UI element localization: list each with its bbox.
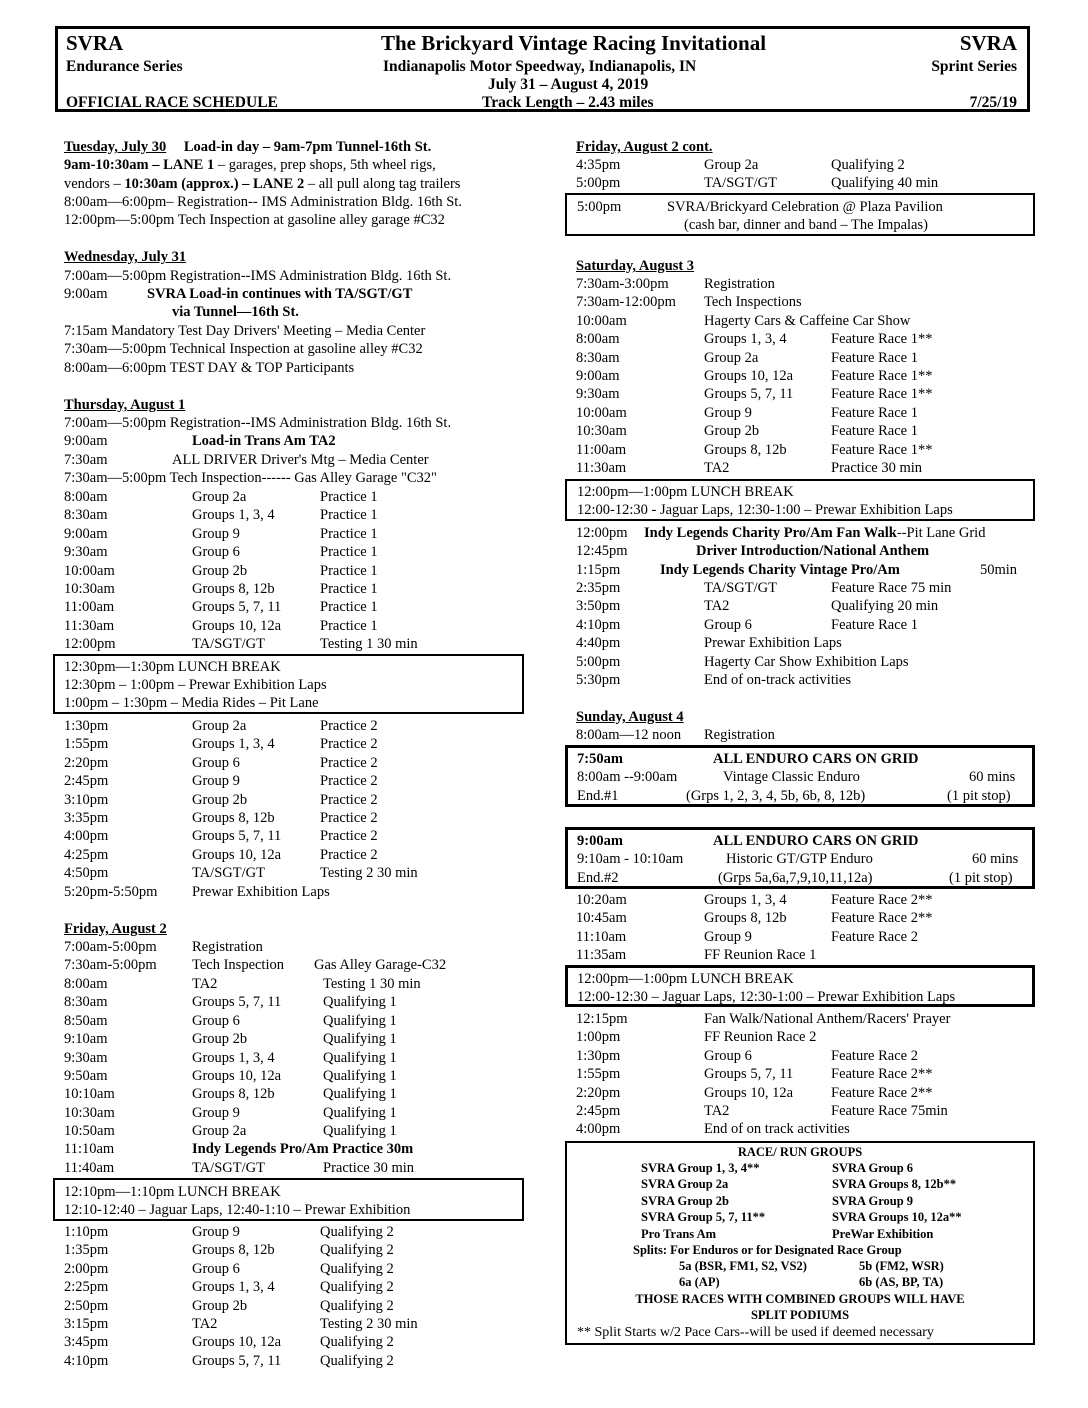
row-group: Tech Inspections [704, 294, 802, 311]
row-time: 4:25pm [64, 846, 109, 863]
row-group: Prewar Exhibition Laps [704, 635, 842, 652]
row-time: 8:00am [576, 331, 620, 348]
thursday-lunch-box: 12:30pm—1:30pm LUNCH BREAK 12:30pm – 1:00pm – Prewar Exhibition Laps 1:00pm – 1:30pm – Media Rides – Pit Lane [53, 654, 524, 714]
row-session: Practice 2 [320, 846, 378, 863]
left-title: SVRA [66, 31, 124, 55]
row-time: 11:30am [64, 617, 115, 634]
row-time: 8:30am [576, 349, 620, 366]
row-session: Feature Race 1 [831, 404, 918, 421]
friday-lunch-box: 12:10pm—1:10pm LUNCH BREAK 12:10-12:40 – Jaguar Laps, 12:40-1:10 – Prewar Exhibition [53, 1178, 524, 1221]
row-time: 10:00am [576, 404, 627, 421]
row-session: Testing 1 30 min [323, 976, 421, 992]
row-group: TA2 [704, 598, 730, 615]
race-groups-box [565, 1141, 1035, 1345]
row-session: Feature Race 1 [831, 349, 918, 366]
row-time: 7:30am-12:00pm [576, 294, 676, 311]
row-time: 2:45pm [576, 1103, 621, 1119]
row-group: Hagerty Cars & Caffeine Car Show [704, 312, 911, 329]
row-session: Feature Race 75 min [831, 580, 952, 596]
row-time: 8:00am [64, 489, 108, 505]
group-item: SVRA Group 1, 3, 4** [641, 1161, 760, 1175]
row-time: 3:45pm [64, 1334, 109, 1351]
row-session: Qualifying 2 [320, 1352, 394, 1369]
row-session: Feature Race 2** [831, 1066, 933, 1083]
row-session: Qualifying 1 [323, 1049, 397, 1066]
friday-heading: Friday, August 2 [64, 921, 167, 937]
schedule-line: via Tunnel—16th St. [172, 304, 299, 320]
row-session: Practice 30 min [831, 460, 923, 476]
row-group: Groups 1, 3, 4 [192, 736, 275, 753]
schedule-line: 7:30am—5:00pm Tech Inspection------ Gas Alley Garage "C32" [64, 470, 437, 486]
row-time: 7:30am-3:00pm [576, 276, 669, 292]
row-group: Groups 1, 3, 4 [704, 331, 787, 348]
row-session: Qualifying 40 min [831, 175, 939, 192]
row-time: 9:30am [576, 386, 620, 403]
row-group: End of on track activities [704, 1121, 850, 1138]
row-session: Practice 2 [320, 773, 378, 790]
row-group: Groups 10, 12a [704, 1084, 794, 1101]
row-session: Practice 2 [320, 810, 378, 826]
row-session: Feature Race 1** [831, 386, 933, 403]
row-time: 9:30am [64, 1049, 108, 1066]
row-group: Groups 8, 12b [192, 810, 275, 826]
row-session: Qualifying 2 [320, 1279, 394, 1296]
row-group: Group 2a [704, 349, 759, 366]
row-time: 4:10pm [64, 1352, 109, 1369]
row-time: 4:50pm [64, 865, 109, 882]
group-item: SVRA Group 2b [641, 1194, 729, 1208]
row-time: 10:50am [64, 1123, 115, 1140]
row-session: Qualifying 1 [323, 1068, 397, 1084]
schedule-line: 7:00am—5:00pm Registration--IMS Administration Bldg. 16th St. [64, 415, 452, 431]
row-time: 1:55pm [576, 1066, 621, 1083]
row-time: 11:00am [64, 599, 115, 616]
row-group: TA/SGT/GT [192, 865, 265, 882]
venue: Indianapolis Motor Speedway, Indianapolis, IN [383, 58, 697, 75]
row-group: FF Reunion Race 2 [704, 1029, 817, 1046]
row-group: Group 9 [192, 773, 240, 790]
row-group: Registration [704, 276, 775, 292]
row-session: Qualifying 1 [323, 994, 397, 1011]
row-session: Practice 1 [320, 507, 378, 524]
row-time: 2:00pm [64, 1260, 109, 1277]
split-podium-note: THOSE RACES WITH COMBINED GROUPS WILL HAVE [635, 1292, 965, 1306]
group-item: Pro Trans Am [641, 1227, 717, 1241]
row-group: Group 2b [192, 1297, 248, 1314]
sunday-lunch-box: 12:00pm—1:00pm LUNCH BREAK 12:00-12:30 – Jaguar Laps, 12:30-1:00 – Prewar Exhibition Laps [565, 965, 1035, 1007]
schedule-line: 7:30am—5:00pm Technical Inspection at gasoline alley #C32 [64, 341, 423, 357]
day-heading: Tuesday, July 30 [64, 139, 167, 155]
row-time: 1:30pm [64, 718, 109, 734]
row-time: 11:00am [576, 441, 627, 458]
row-session: Qualifying 2 [320, 1242, 394, 1259]
row-session: Practice 1 [320, 544, 378, 561]
schedule-header [55, 26, 1030, 112]
row-time: 10:20am [576, 892, 627, 908]
row-session: Practice 1 [320, 599, 378, 616]
row-time: 4:00pm [64, 828, 109, 845]
thursday-heading: Thursday, August 1 [64, 397, 186, 413]
split-item: 5b (FM2, WSR) [859, 1259, 944, 1273]
row-time: 11:10am [576, 928, 627, 945]
row-session: Qualifying 2 [320, 1260, 394, 1277]
row-time: 12:15pm [576, 1011, 628, 1027]
wednesday-heading: Wednesday, July 31 [64, 249, 187, 265]
row-time: 2:25pm [64, 1279, 109, 1296]
row-group: Groups 1, 3, 4 [192, 1049, 275, 1066]
row-session: Qualifying 20 min [831, 598, 939, 615]
row-group: Groups 10, 12a [192, 846, 282, 863]
friday-cont-heading: Friday, August 2 cont. [576, 139, 713, 155]
row-group: Groups 1, 3, 4 [704, 892, 787, 908]
row-time: 8:50am [64, 1012, 108, 1029]
row-time: 10:30am [64, 581, 115, 597]
row-time: 10:45am [576, 910, 627, 927]
row-time: 1:10pm [64, 1224, 109, 1240]
left-subtitle: Endurance Series [66, 58, 183, 75]
schedule-line: 7:00am—5:00pm Registration--IMS Administration Bldg. 16th St. [64, 268, 452, 284]
enduro-2-box: 9:00am ALL ENDURO CARS ON GRID 9:10am - 10:10am Historic GT/GTP Enduro 60 mins End.#2 (Grps 5a,6a,7,9,10,11,12a) (1 pit stop) [565, 827, 1035, 889]
row-session: Practice 2 [320, 754, 378, 771]
split-podium-note: SPLIT PODIUMS [750, 1308, 850, 1322]
row-group: Groups 10, 12a [192, 1068, 282, 1084]
splits-line: Splits: For Enduros or for Designated Race Group [633, 1243, 902, 1257]
row-session: Feature Race 1** [831, 331, 933, 348]
schedule-line: 8:00am—6:00pm– Registration-- IMS Administration Bldg. 16th St. [64, 194, 462, 210]
track-length: Track Length – 2.43 miles [482, 94, 654, 111]
row-group: Group 6 [192, 754, 240, 771]
row-session: Qualifying 2 [320, 1334, 394, 1351]
split-item: 6a (AP) [679, 1275, 720, 1289]
row-time: 1:30pm [576, 1047, 621, 1064]
row-time: 10:10am [64, 1086, 115, 1103]
row-group: Group 2a [192, 489, 247, 505]
row-group: Group 2b [704, 423, 760, 440]
row-time: 1:55pm [64, 736, 109, 753]
row-time: 3:15pm [64, 1316, 109, 1332]
row-group: Groups 10, 12a [192, 1334, 282, 1351]
group-item: SVRA Groups 10, 12a** [832, 1210, 962, 1224]
row-session: Testing 1 30 min [320, 636, 418, 653]
row-group: Group 6 [192, 544, 240, 561]
pace-car-note: ** Split Starts w/2 Pace Cars--will be used if deemed necessary [577, 1325, 934, 1340]
row-group: End of on-track activities [704, 672, 851, 688]
right-subtitle: Sprint Series [931, 58, 1017, 75]
race-groups-title: RACE/ RUN GROUPS [737, 1145, 863, 1159]
row-session: Feature Race 2** [831, 892, 933, 908]
row-group: Groups 5, 7, 11 [192, 828, 282, 845]
row-group: TA2 [704, 460, 730, 476]
row-session: Qualifying 1 [323, 1123, 397, 1140]
row-group: TA/SGT/GT [704, 580, 777, 596]
row-group: TA2 [704, 1103, 730, 1119]
row-time: 9:00am [576, 368, 620, 384]
celebration-box: 5:00pm SVRA/Brickyard Celebration @ Plaza Pavilion (cash bar, dinner and band – The Impalas) [565, 193, 1035, 236]
event-title: The Brickyard Vintage Racing Invitational [381, 31, 767, 55]
official-race-schedule-label: OFFICIAL RACE SCHEDULE [66, 94, 278, 111]
row-session: Practice 2 [320, 791, 378, 808]
row-group: Groups 5, 7, 11 [192, 1352, 282, 1369]
row-session: Feature Race 1** [831, 368, 933, 384]
revision-date: 7/25/19 [969, 94, 1017, 111]
row-session: Feature Race 1** [831, 441, 933, 458]
row-group: Group 2b [192, 562, 248, 579]
row-time: 9:30am [64, 544, 108, 561]
row-session: Testing 2 30 min [320, 865, 418, 882]
row-group: TA2 [192, 976, 218, 992]
row-session: Practice 2 [320, 736, 378, 753]
row-session: Practice 1 [320, 562, 378, 579]
row-time: 4:10pm [576, 616, 621, 633]
row-time: 12:00pm [64, 636, 116, 653]
row-session: Practice 2 [320, 718, 378, 734]
row-time: 2:45pm [64, 773, 109, 790]
row-group: TA2 [192, 1316, 218, 1332]
row-session: Practice 1 [320, 581, 378, 597]
row-group: Group 9 [704, 928, 752, 945]
row-session: Feature Race 2 [831, 928, 918, 945]
split-item: 5a (BSR, FM1, S2, VS2) [679, 1259, 807, 1273]
row-time: 2:20pm [576, 1084, 621, 1101]
schedule-line: 9am-10:30am – LANE 1 – garages, prep shops, 5th wheel rigs, [64, 157, 436, 173]
row-time: 1:00pm [576, 1029, 621, 1046]
row-group: Group 9 [192, 1104, 240, 1121]
row-group: Groups 8, 12b [704, 910, 787, 927]
row-time: 10:30am [64, 1104, 115, 1121]
row-session: Qualifying 2 [320, 1224, 394, 1240]
row-group: Group 6 [704, 1047, 752, 1064]
row-session: Qualifying 1 [323, 1012, 397, 1029]
row-time: 8:30am [64, 994, 108, 1011]
row-session: Practice 1 [320, 489, 378, 505]
row-session: Qualifying 2 [320, 1297, 394, 1314]
row-session: Practice 2 [320, 828, 378, 845]
row-group: Group 9 [192, 525, 240, 542]
row-group: Group 2b [192, 1031, 248, 1048]
row-group: Groups 8, 12b [704, 441, 787, 458]
group-item: SVRA Group 5, 7, 11** [641, 1210, 766, 1224]
row-time: 3:35pm [64, 810, 109, 826]
row-group: Group 2a [192, 1123, 247, 1140]
row-group: Group 6 [704, 616, 752, 633]
row-session: Feature Race 1 [831, 616, 918, 633]
row-session: Feature Race 1 [831, 423, 918, 440]
row-session: Feature Race 75min [831, 1103, 948, 1119]
row-time: 3:50pm [576, 598, 621, 615]
row-time: 2:50pm [64, 1297, 109, 1314]
row-time: 3:10pm [64, 791, 109, 808]
row-group: Groups 8, 12b [192, 581, 275, 597]
row-session: Qualifying 1 [323, 1086, 397, 1103]
row-time: 9:00am [64, 525, 108, 542]
event-dates: July 31 – August 4, 2019 [488, 76, 649, 93]
row-time: 5:00pm [576, 175, 621, 192]
row-time: 2:20pm [64, 754, 109, 771]
row-time: 10:00am [576, 312, 627, 329]
row-group: Fan Walk/National Anthem/Racers' Prayer [704, 1011, 951, 1027]
row-group: Groups 10, 12a [192, 617, 282, 634]
row-group: Groups 1, 3, 4 [192, 1279, 275, 1296]
schedule-line: 12:00pm—5:00pm Tech Inspection at gasoline alley garage #C32 [64, 212, 445, 228]
row-group: Groups 8, 12b [192, 1086, 275, 1103]
row-time: 9:50am [64, 1068, 108, 1084]
row-group: Groups 5, 7, 11 [192, 599, 282, 616]
row-group: Group 6 [192, 1012, 240, 1029]
row-session: Testing 2 30 min [320, 1316, 418, 1332]
row-group: Groups 5, 7, 11 [704, 386, 794, 403]
row-group: Groups 10, 12a [704, 368, 794, 384]
row-group: Hagerty Car Show Exhibition Laps [704, 653, 909, 670]
right-title: SVRA [959, 31, 1017, 55]
row-group: Groups 1, 3, 4 [192, 507, 275, 524]
sunday-heading: Sunday, August 4 [576, 709, 684, 725]
tuesday-heading-line: Tuesday, July 30 Load-in day – 9am-7pm Tunnel-16th St. [64, 139, 432, 155]
row-session: Practice 1 [320, 617, 378, 634]
schedule-line: 8:00am—6:00pm TEST DAY & TOP Participants [64, 360, 355, 376]
saturday-heading: Saturday, August 3 [576, 258, 695, 274]
row-session: Practice 1 [320, 525, 378, 542]
row-group: Group 2b [192, 791, 248, 808]
row-group: TA/SGT/GT [704, 175, 777, 192]
row-group: Group 9 [192, 1224, 240, 1240]
row-group: FF Reunion Race 1 [704, 947, 817, 964]
row-time: 5:00pm [576, 653, 621, 670]
row-time: 5:30pm [576, 672, 621, 688]
row-time: 8:30am [64, 507, 108, 524]
row-group: Group 6 [192, 1260, 240, 1277]
row-session: Qualifying 2 [831, 157, 905, 173]
row-group: Groups 5, 7, 11 [704, 1066, 794, 1083]
row-time: 4:40pm [576, 635, 621, 652]
row-session: Feature Race 2** [831, 910, 933, 927]
row-group: Group 2a [704, 157, 759, 173]
row-group: Group 2a [192, 718, 247, 734]
group-item: PreWar Exhibition [832, 1227, 934, 1241]
schedule-line: 7:15am Mandatory Test Day Drivers' Meeting – Media Center [64, 323, 426, 339]
row-time: 11:35am [576, 947, 627, 964]
row-time: 2:35pm [576, 580, 621, 596]
row-time: 10:00am [64, 562, 115, 579]
row-time: 4:35pm [576, 157, 621, 173]
row-group: TA/SGT/GT [192, 636, 265, 653]
row-group: Groups 5, 7, 11 [192, 994, 282, 1011]
row-group: Groups 8, 12b [192, 1242, 275, 1259]
group-item: SVRA Groups 8, 12b** [832, 1177, 957, 1191]
row-time: 1:35pm [64, 1242, 109, 1259]
row-time: 4:00pm [576, 1121, 621, 1138]
row-time: 9:10am [64, 1031, 108, 1048]
split-item: 6b (AS, BP, TA) [859, 1275, 944, 1289]
row-time: 10:30am [576, 423, 627, 440]
row-time: 11:30am [576, 460, 627, 476]
schedule-line: vendors – 10:30am (approx.) – LANE 2 – all pull along tag trailers [64, 176, 461, 192]
group-item: SVRA Group 2a [641, 1177, 729, 1191]
row-session: Qualifying 1 [323, 1104, 397, 1121]
row-group: Group 9 [704, 404, 752, 421]
row-session: Qualifying 1 [323, 1031, 397, 1048]
enduro-1-box: 7:50am ALL ENDURO CARS ON GRID 8:00am --9:00am Vintage Classic Enduro 60 mins End.#1 (Grps 1, 2, 3, 4, 5b, 6b, 8, 12b) (1 pit stop) [565, 745, 1035, 807]
row-session: Feature Race 2 [831, 1047, 918, 1064]
group-item: SVRA Group 9 [832, 1194, 914, 1208]
group-item: SVRA Group 6 [832, 1161, 914, 1175]
row-time: 8:00am [64, 976, 108, 992]
row-session: Feature Race 2** [831, 1084, 933, 1101]
saturday-lunch-box: 12:00pm—1:00pm LUNCH BREAK 12:00-12:30 - Jaguar Laps, 12:30-1:00 – Prewar Exhibition Laps [565, 479, 1035, 521]
